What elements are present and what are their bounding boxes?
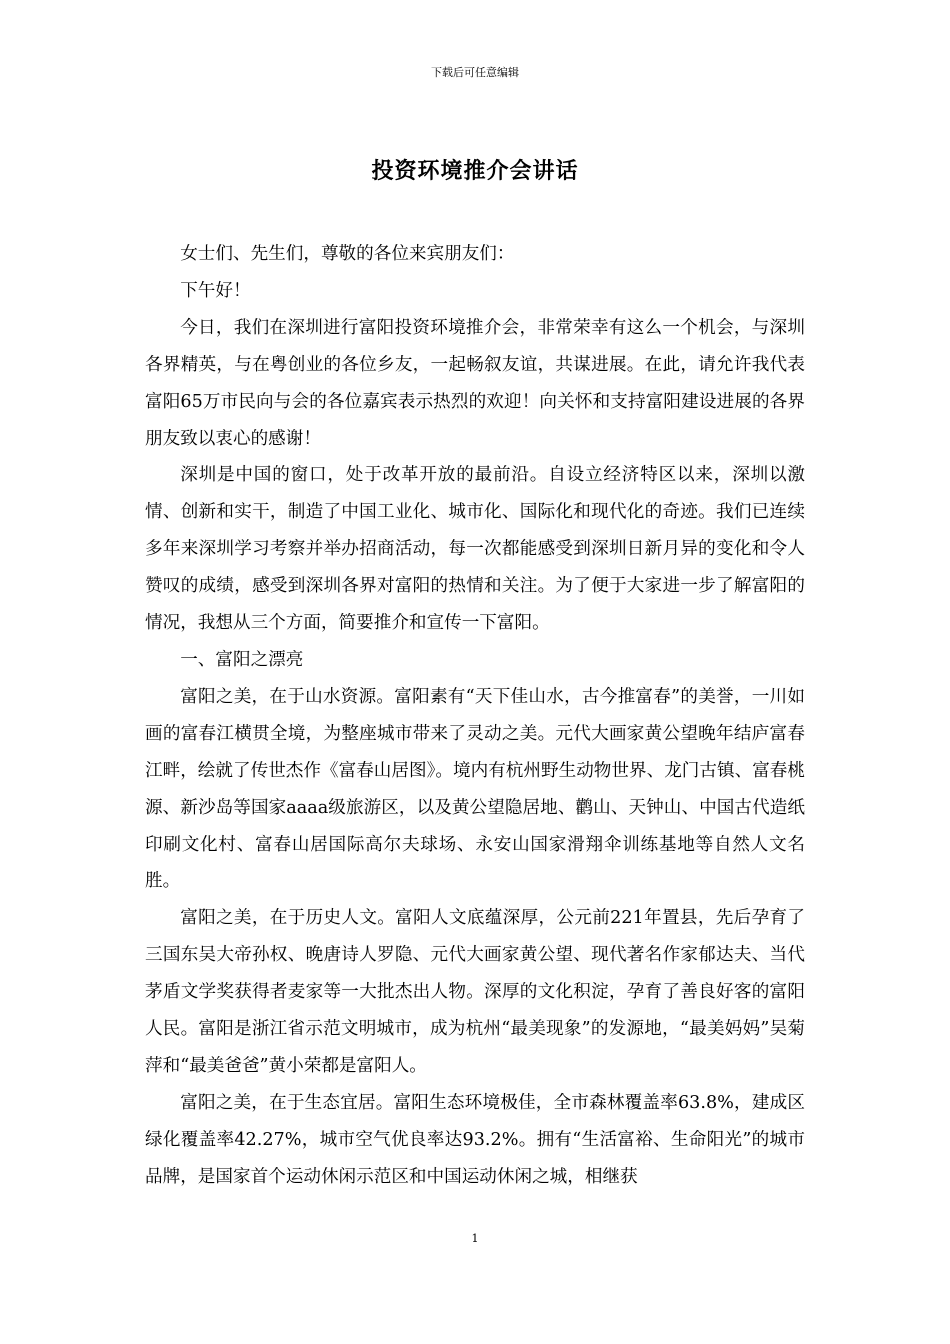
- greeting-paragraph: 下午好！: [180, 280, 251, 301]
- section-heading: 一、富阳之漂亮: [180, 649, 304, 670]
- body-paragraph: 今日，我们在深圳进行富阳投资环境推介会，非常荣幸有这么一个机会，与深圳各界精英，与在粤创业的各位乡友，一起畅叙友谊，共谋进展。在此，请允许我代表富阳65万市民向与会的各位嘉宾表示热烈的欢迎！向关怀和支持富阳建设进展的各界朋友致以衷心的感谢！: [145, 317, 805, 449]
- body-paragraph: 富阳之美，在于山水资源。富阳素有“天下佳山水，古今推富春”的美誉，一川如画的富春江横贯全境，为整座城市带来了灵动之美。元代大画家黄公望晚年结庐富春江畔，绘就了传世杰作《富春山居图》。境内有杭州野生动物世界、龙门古镇、富春桃源、新沙岛等国家aaaa级旅游区，以及黄公望隐居地、鹳山、天钟山、中国古代造纸印刷文化村、富春山居国际高尔夫球场、永安山国家滑翔伞训练基地等自然人文名胜。: [145, 686, 805, 892]
- document-body: [145, 236, 805, 1196]
- body-paragraph: 深圳是中国的窗口，处于改革开放的最前沿。自设立经济特区以来，深圳以激情、创新和实干，制造了中国工业化、城市化、国际化和现代化的奇迹。我们已连续多年来深圳学习考察并举办招商活动，每一次都能感受到深圳日新月异的变化和令人赞叹的成绩，感受到深圳各界对富阳的热情和关注。为了便于大家进一步了解富阳的情况，我想从三个方面，简要推介和宣传一下富阳。: [145, 465, 805, 634]
- page-number: 1: [471, 1232, 479, 1245]
- body-paragraph: 富阳之美，在于历史人文。富阳人文底蕴深厚，公元前221年置县，先后孕育了三国东吴大帝孙权、晚唐诗人罗隐、元代大画家黄公望、现代著名作家郁达夫、当代茅盾文学奖获得者麦家等一大批杰出人物。深厚的文化积淀，孕育了善良好客的富阳人民。富阳是浙江省示范文明城市，成为杭州“最美现象”的发源地，“最美妈妈”吴菊萍和“最美爸爸”黄小荣都是富阳人。: [145, 908, 805, 1076]
- body-paragraph: 富阳之美，在于生态宜居。富阳生态环境极佳，全市森林覆盖率63.8%，建成区绿化覆盖率42.27%，城市空气优良率达93.2%。拥有“生活富裕、生命阳光”的城市品牌，是国家首个运动休闲示范区和中国运动休闲之城，相继获: [145, 1092, 805, 1187]
- document-title: 投资环境推介会讲话: [371, 158, 579, 184]
- header-note: 下载后可任意编辑: [431, 66, 519, 79]
- salutation-paragraph: 女士们、先生们，尊敬的各位来宾朋友们：: [180, 244, 515, 264]
